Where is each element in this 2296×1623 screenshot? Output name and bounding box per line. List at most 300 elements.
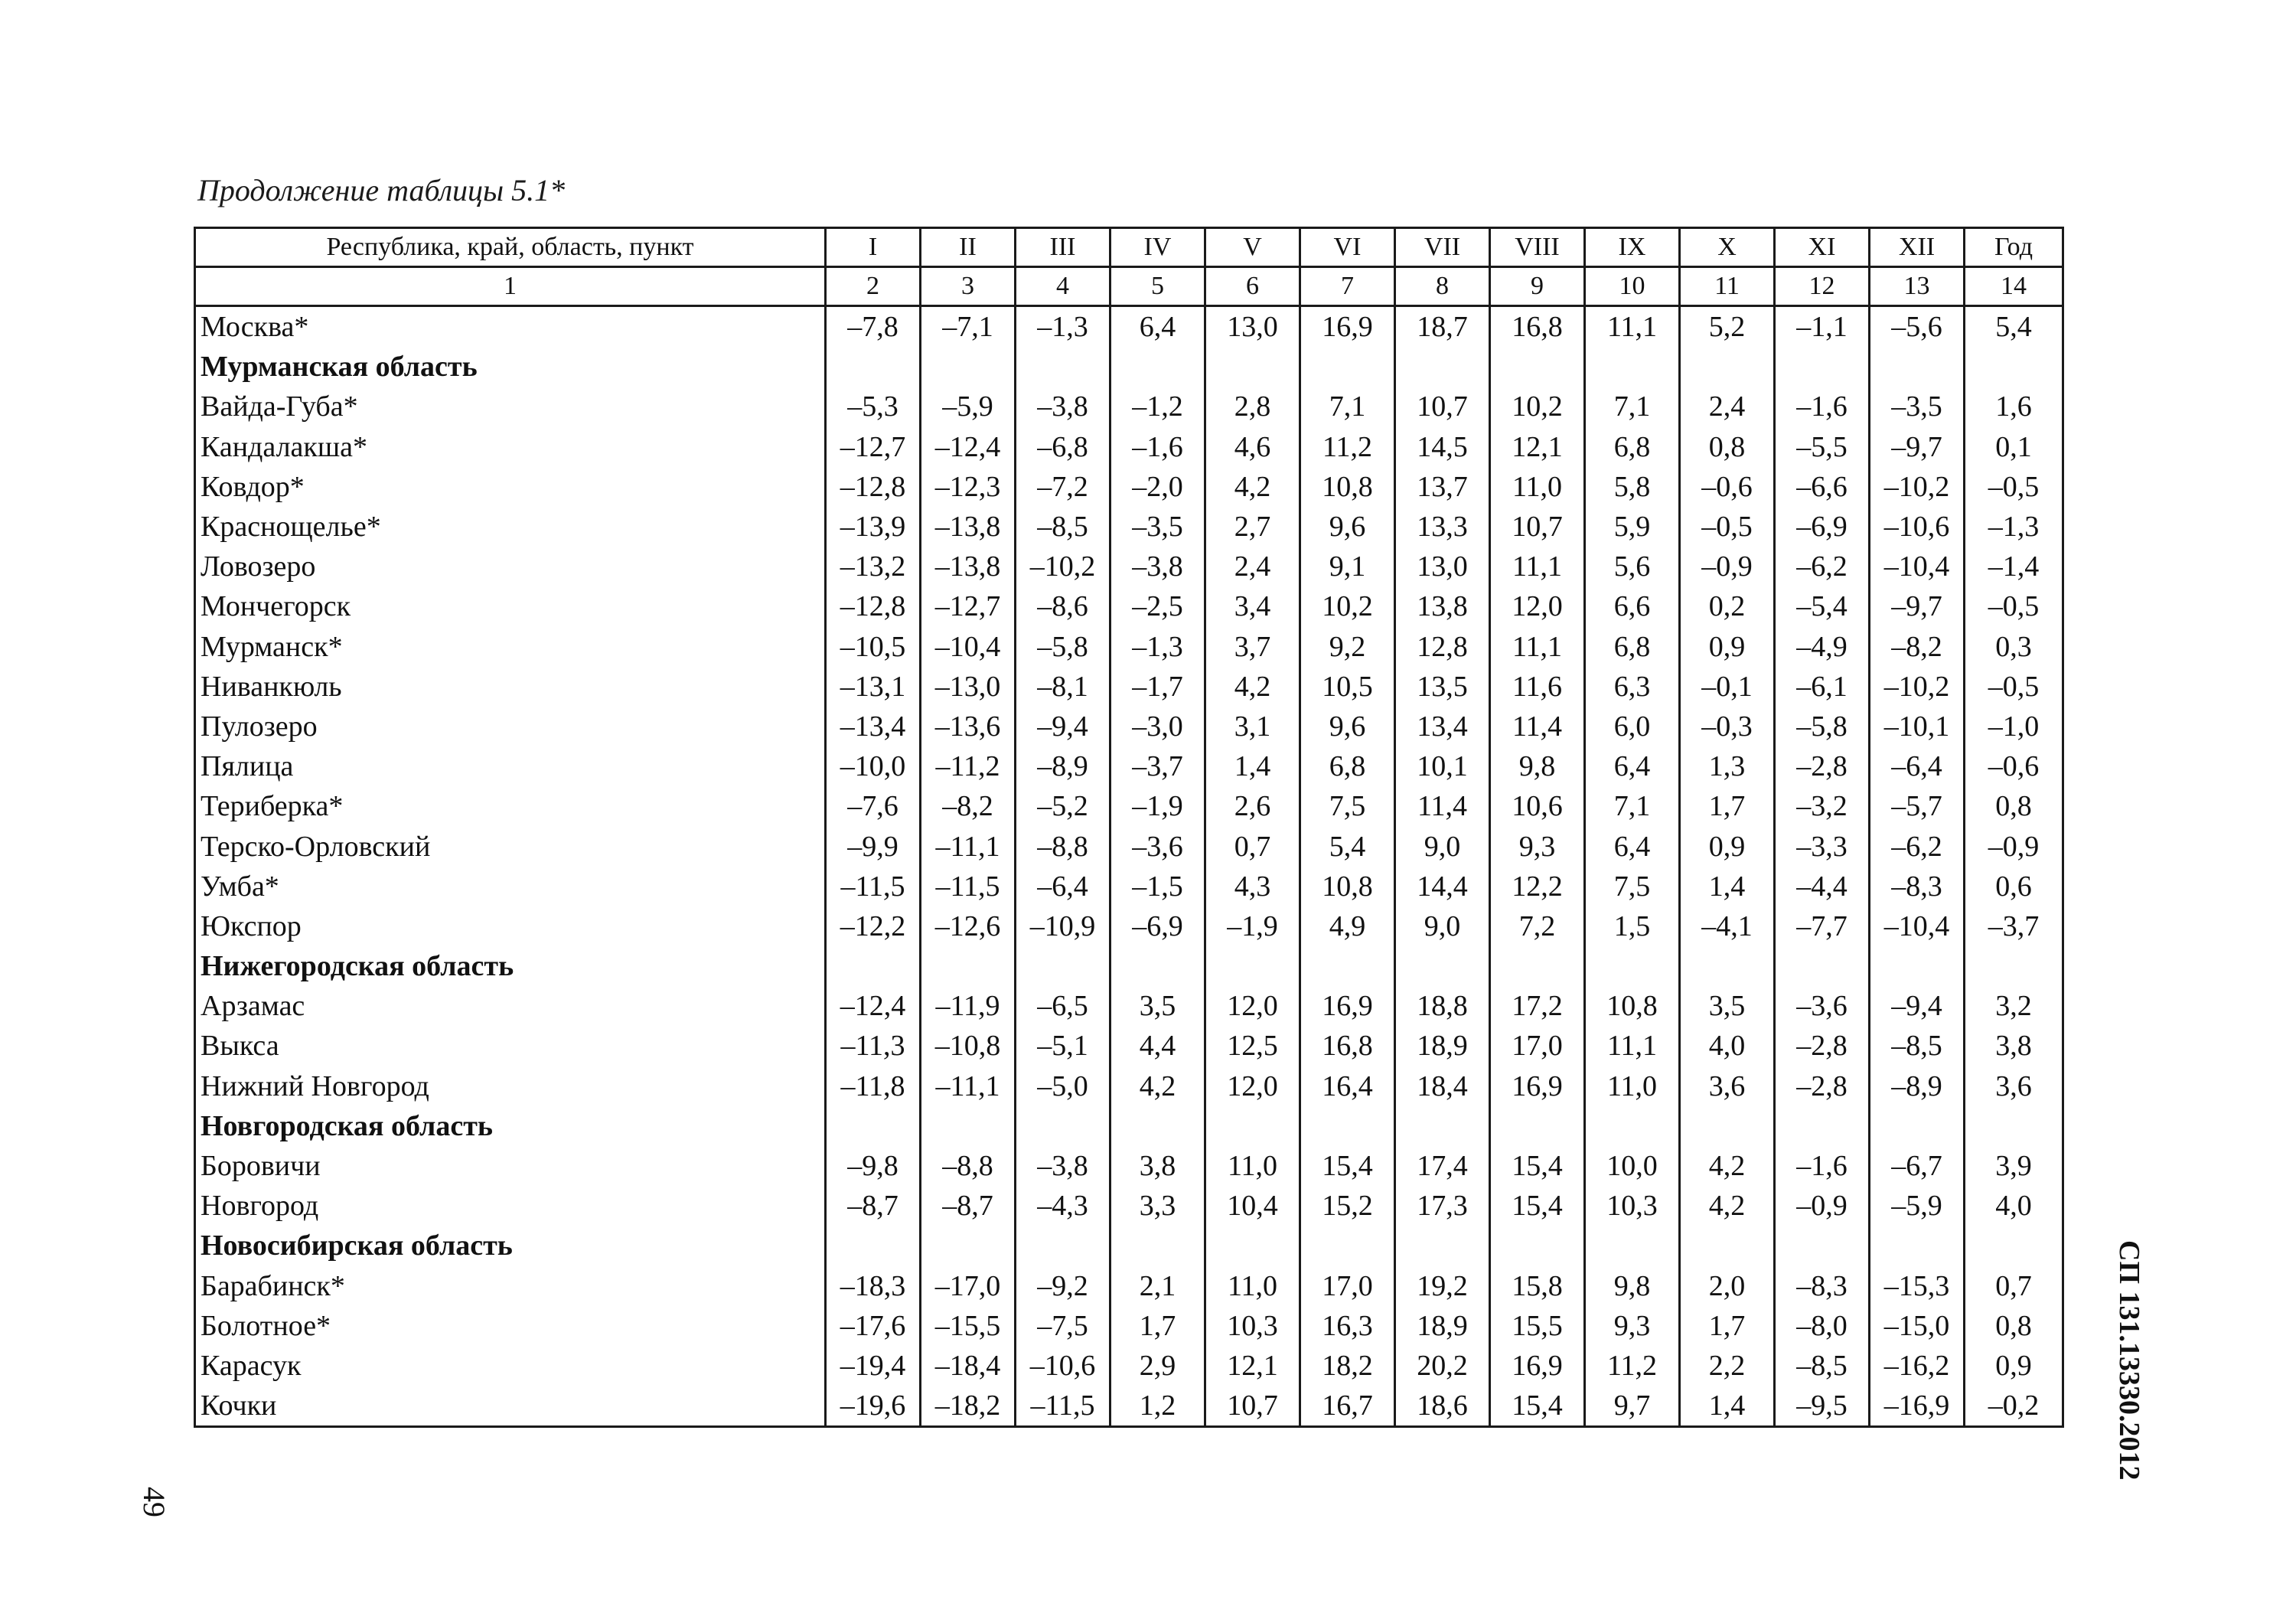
temperature-cell: 3,1 (1205, 707, 1300, 746)
temperature-cell: –8,7 (826, 1186, 921, 1226)
temperature-cell (1490, 1106, 1585, 1146)
temperature-cell: –6,4 (1016, 867, 1110, 906)
temperature-cell: –5,0 (1016, 1066, 1110, 1106)
location-name: Вайда-Губа* (195, 387, 826, 426)
temperature-cell (1965, 1106, 2063, 1146)
temperature-cell: 17,3 (1395, 1186, 1490, 1226)
temperature-cell: 2,6 (1205, 786, 1300, 826)
temperature-cell: –12,4 (826, 986, 921, 1026)
temperature-cell: –11,9 (921, 986, 1016, 1026)
temperature-cell: 6,8 (1585, 627, 1680, 667)
temperature-cell: 0,9 (1680, 627, 1775, 667)
temperature-cell: –2,5 (1110, 586, 1205, 626)
temperature-cell: –13,2 (826, 547, 921, 586)
temperature-cell: 10,8 (1300, 867, 1395, 906)
temperature-cell: 20,2 (1395, 1346, 1490, 1386)
temperature-cell (1775, 1106, 1870, 1146)
temperature-cell: –8,3 (1775, 1266, 1870, 1306)
temperature-cell: 12,0 (1490, 586, 1585, 626)
temperature-cell (1395, 946, 1490, 986)
temperature-cell: 9,3 (1585, 1306, 1680, 1346)
temperature-cell (826, 347, 921, 387)
temperature-cell (1680, 946, 1775, 986)
temperature-cell: –8,2 (1870, 627, 1965, 667)
temperature-cell: 9,2 (1300, 627, 1395, 667)
temperature-cell: 12,0 (1205, 986, 1300, 1026)
temperature-cell: –6,2 (1870, 826, 1965, 866)
temperature-cell: 2,9 (1110, 1346, 1205, 1386)
temperature-cell: 0,8 (1680, 427, 1775, 467)
temperature-cell: 16,8 (1300, 1026, 1395, 1066)
temperature-cell: 5,9 (1585, 507, 1680, 547)
temperature-cell: –7,2 (1016, 467, 1110, 507)
temperature-cell (1490, 1226, 1585, 1265)
temperature-cell (1870, 946, 1965, 986)
temperature-cell: –10,0 (826, 746, 921, 786)
temperature-cell: –10,6 (1870, 507, 1965, 547)
temperature-cell: –0,6 (1965, 746, 2063, 786)
header-cell-month: IV (1110, 228, 1205, 267)
temperature-cell: 9,1 (1300, 547, 1395, 586)
header-cell-location: Республика, край, область, пункт (195, 228, 826, 267)
region-row (195, 1106, 2063, 1146)
region-name: Новосибирская область (195, 1226, 826, 1265)
table-row (195, 1386, 2063, 1427)
region-row (195, 946, 2063, 986)
temperature-cell: –11,5 (1016, 1386, 1110, 1427)
temperature-cell: 4,4 (1110, 1026, 1205, 1066)
temperature-cell: –6,7 (1870, 1146, 1965, 1186)
temperature-cell: 6,4 (1110, 306, 1205, 348)
temperature-cell: 0,9 (1965, 1346, 2063, 1386)
temperature-cell: –5,2 (1016, 786, 1110, 826)
temperature-cell (1775, 946, 1870, 986)
location-name: Юкспор (195, 906, 826, 946)
temperature-cell: –7,8 (826, 306, 921, 348)
temperature-cell: –15,3 (1870, 1266, 1965, 1306)
temperature-cell: 9,6 (1300, 507, 1395, 547)
temperature-cell: 18,9 (1395, 1306, 1490, 1346)
column-number-cell: 4 (1016, 267, 1110, 306)
temperature-cell: 3,8 (1110, 1146, 1205, 1186)
temperature-cell: –6,9 (1775, 507, 1870, 547)
temperature-cell: –10,2 (1870, 667, 1965, 707)
temperature-cell: –11,8 (826, 1066, 921, 1106)
temperature-cell: 11,1 (1585, 1026, 1680, 1066)
header-cell-month: VII (1395, 228, 1490, 267)
table-body (195, 306, 2063, 1427)
temperature-cell (921, 1226, 1016, 1265)
temperature-cell: –0,9 (1965, 826, 2063, 866)
temperature-cell: 9,0 (1395, 826, 1490, 866)
temperature-cell: –8,2 (921, 786, 1016, 826)
temperature-cell: –5,7 (1870, 786, 1965, 826)
temperature-cell: –1,2 (1110, 387, 1205, 426)
temperature-cell: 6,0 (1585, 707, 1680, 746)
temperature-cell: 9,3 (1490, 826, 1585, 866)
temperature-cell: –5,8 (1775, 707, 1870, 746)
temperature-cell (1870, 1106, 1965, 1146)
temperature-cell (1110, 946, 1205, 986)
temperature-cell: –1,1 (1775, 306, 1870, 348)
temperature-cell: –2,8 (1775, 1066, 1870, 1106)
temperature-cell: 15,2 (1300, 1186, 1395, 1226)
temperature-cell: 18,6 (1395, 1386, 1490, 1427)
temperature-cell: –3,5 (1110, 507, 1205, 547)
header-cell-month: X (1680, 228, 1775, 267)
location-name: Ковдор* (195, 467, 826, 507)
temperature-cell: –8,1 (1016, 667, 1110, 707)
temperature-cell: 3,7 (1205, 627, 1300, 667)
table-caption: Продолжение таблицы 5.1* (197, 173, 566, 207)
location-name: Кочки (195, 1386, 826, 1427)
temperature-cell: –6,1 (1775, 667, 1870, 707)
temperature-cell: 7,1 (1585, 387, 1680, 426)
temperature-cell: –17,0 (921, 1266, 1016, 1306)
location-name: Новгород (195, 1186, 826, 1226)
temperature-cell: 16,7 (1300, 1386, 1395, 1427)
temperature-cell (826, 1226, 921, 1265)
temperature-cell: –3,8 (1110, 547, 1205, 586)
temperature-cell: –11,1 (921, 1066, 1016, 1106)
temperature-cell: –5,9 (921, 387, 1016, 426)
temperature-cell: 16,3 (1300, 1306, 1395, 1346)
table-row (195, 1346, 2063, 1386)
temperature-cell: 4,9 (1300, 906, 1395, 946)
temperature-cell: –0,6 (1680, 467, 1775, 507)
header-cell-month: I (826, 228, 921, 267)
table-row (195, 906, 2063, 946)
temperature-cell: –12,7 (921, 586, 1016, 626)
temperature-cell: 0,7 (1965, 1266, 2063, 1306)
temperature-cell: 0,8 (1965, 1306, 2063, 1346)
temperature-cell: –0,5 (1965, 667, 2063, 707)
temperature-cell: –5,4 (1775, 586, 1870, 626)
temperature-cell: 9,8 (1585, 1266, 1680, 1306)
temperature-cell: –5,8 (1016, 627, 1110, 667)
temperature-cell: 3,3 (1110, 1186, 1205, 1226)
table-row (195, 627, 2063, 667)
temperature-cell: 11,2 (1585, 1346, 1680, 1386)
temperature-cell: –11,5 (826, 867, 921, 906)
temperature-cell: –1,5 (1110, 867, 1205, 906)
temperature-cell: –0,5 (1680, 507, 1775, 547)
temperature-cell: 2,1 (1110, 1266, 1205, 1306)
temperature-cell: 2,0 (1680, 1266, 1775, 1306)
column-number-cell: 3 (921, 267, 1016, 306)
temperature-cell: 12,2 (1490, 867, 1585, 906)
region-row (195, 1226, 2063, 1265)
temperature-cell: 12,1 (1490, 427, 1585, 467)
temperature-cell: –1,3 (1965, 507, 2063, 547)
table-row (195, 746, 2063, 786)
temperature-cell (1110, 1106, 1205, 1146)
temperature-cell: –5,9 (1870, 1186, 1965, 1226)
temperature-cell (1680, 1106, 1775, 1146)
temperature-cell: –12,6 (921, 906, 1016, 946)
temperature-cell: 13,5 (1395, 667, 1490, 707)
temperature-cell: –10,8 (921, 1026, 1016, 1066)
temperature-cell (1870, 347, 1965, 387)
column-number-cell: 6 (1205, 267, 1300, 306)
temperature-cell: 4,2 (1680, 1186, 1775, 1226)
temperature-cell: 3,8 (1965, 1026, 2063, 1066)
temperature-cell: –9,5 (1775, 1386, 1870, 1427)
temperature-cell: –1,9 (1110, 786, 1205, 826)
temperature-cell: –15,5 (921, 1306, 1016, 1346)
temperature-cell: 15,5 (1490, 1306, 1585, 1346)
table-row (195, 1026, 2063, 1066)
temperature-cell: 14,5 (1395, 427, 1490, 467)
temperature-cell: –5,5 (1775, 427, 1870, 467)
temperature-cell: –3,5 (1870, 387, 1965, 426)
temperature-cell: 13,8 (1395, 586, 1490, 626)
temperature-cell: 7,5 (1300, 786, 1395, 826)
temperature-cell: 1,7 (1680, 786, 1775, 826)
temperature-cell: –0,9 (1680, 547, 1775, 586)
temperature-cell: –18,3 (826, 1266, 921, 1306)
location-name: Арзамас (195, 986, 826, 1026)
temperature-cell: 11,0 (1205, 1266, 1300, 1306)
temperature-cell (1205, 347, 1300, 387)
column-number-cell: 12 (1775, 267, 1870, 306)
temperature-cell (1205, 946, 1300, 986)
temperature-cell (1585, 946, 1680, 986)
temperature-cell: –10,9 (1016, 906, 1110, 946)
temperature-cell: –5,3 (826, 387, 921, 426)
temperature-cell: 13,3 (1395, 507, 1490, 547)
column-number-cell: 2 (826, 267, 921, 306)
temperature-cell: 5,6 (1585, 547, 1680, 586)
temperature-cell: –12,8 (826, 586, 921, 626)
temperature-cell: 10,8 (1300, 467, 1395, 507)
temperature-cell: –8,0 (1775, 1306, 1870, 1346)
temperature-cell: 18,8 (1395, 986, 1490, 1026)
temperature-cell (1585, 347, 1680, 387)
temperature-cell: 1,2 (1110, 1386, 1205, 1427)
temperature-cell: 16,8 (1490, 306, 1585, 348)
temperature-cell: 10,0 (1585, 1146, 1680, 1186)
temperature-cell: –10,2 (1870, 467, 1965, 507)
temperature-cell (1016, 347, 1110, 387)
temperature-cell: 18,2 (1300, 1346, 1395, 1386)
temperature-cell: –7,6 (826, 786, 921, 826)
temperature-cell (826, 1106, 921, 1146)
table-row (195, 427, 2063, 467)
location-name: Карасук (195, 1346, 826, 1386)
temperature-cell: –19,4 (826, 1346, 921, 1386)
temperature-cell: –5,6 (1870, 306, 1965, 348)
temperature-cell: –1,9 (1205, 906, 1300, 946)
temperature-cell: 18,7 (1395, 306, 1490, 348)
temperature-cell: 13,0 (1395, 547, 1490, 586)
temperature-cell: –0,2 (1965, 1386, 2063, 1427)
temperature-cell (1965, 1226, 2063, 1265)
temperature-cell: –10,5 (826, 627, 921, 667)
temperature-cell: 11,4 (1490, 707, 1585, 746)
temperature-cell: –12,7 (826, 427, 921, 467)
temperature-cell: 12,1 (1205, 1346, 1300, 1386)
location-name: Пялица (195, 746, 826, 786)
temperature-cell: –9,4 (1016, 707, 1110, 746)
header-cell-month: II (921, 228, 1016, 267)
temperature-cell: 15,4 (1300, 1146, 1395, 1186)
temperature-cell: –13,6 (921, 707, 1016, 746)
temperature-cell: 6,3 (1585, 667, 1680, 707)
table-row (195, 867, 2063, 906)
temperature-cell (1205, 1106, 1300, 1146)
temperature-cell (1110, 1226, 1205, 1265)
region-row (195, 347, 2063, 387)
temperature-cell: –4,9 (1775, 627, 1870, 667)
temperature-cell (1585, 1106, 1680, 1146)
temperature-cell: 11,1 (1585, 306, 1680, 348)
temperature-cell: –8,3 (1870, 867, 1965, 906)
temperature-cell: 13,7 (1395, 467, 1490, 507)
temperature-cell: –10,6 (1016, 1346, 1110, 1386)
climate-table (194, 227, 2064, 1428)
temperature-cell: 7,1 (1300, 387, 1395, 426)
column-number-cell: 1 (195, 267, 826, 306)
temperature-cell (1775, 347, 1870, 387)
temperature-cell: –19,6 (826, 1386, 921, 1427)
temperature-cell (1110, 347, 1205, 387)
temperature-cell: 16,9 (1490, 1066, 1585, 1106)
table-row (195, 507, 2063, 547)
temperature-cell (1205, 1226, 1300, 1265)
region-name: Мурманская область (195, 347, 826, 387)
temperature-cell: –6,8 (1016, 427, 1110, 467)
temperature-cell: –13,8 (921, 547, 1016, 586)
temperature-cell: –10,4 (1870, 547, 1965, 586)
temperature-cell: 11,0 (1205, 1146, 1300, 1186)
column-number-cell: 10 (1585, 267, 1680, 306)
temperature-cell (1395, 347, 1490, 387)
temperature-cell: 1,7 (1680, 1306, 1775, 1346)
temperature-cell: 13,0 (1205, 306, 1300, 348)
temperature-cell: 11,0 (1490, 467, 1585, 507)
temperature-cell: 10,2 (1300, 586, 1395, 626)
temperature-cell: –6,4 (1870, 746, 1965, 786)
temperature-cell: –8,7 (921, 1186, 1016, 1226)
column-number-cell: 7 (1300, 267, 1395, 306)
temperature-cell: 9,8 (1490, 746, 1585, 786)
temperature-cell: –6,5 (1016, 986, 1110, 1026)
temperature-cell: 16,4 (1300, 1066, 1395, 1106)
temperature-cell: 3,5 (1110, 986, 1205, 1026)
temperature-cell: –8,8 (1016, 826, 1110, 866)
temperature-cell: 3,6 (1680, 1066, 1775, 1106)
temperature-cell: 4,3 (1205, 867, 1300, 906)
location-name: Териберка* (195, 786, 826, 826)
table-row (195, 1186, 2063, 1226)
temperature-cell (1585, 1226, 1680, 1265)
temperature-cell: –4,4 (1775, 867, 1870, 906)
temperature-cell: –3,6 (1110, 826, 1205, 866)
temperature-cell: 2,2 (1680, 1346, 1775, 1386)
table-row (195, 786, 2063, 826)
temperature-cell: 18,9 (1395, 1026, 1490, 1066)
temperature-cell: 6,4 (1585, 746, 1680, 786)
temperature-cell: 1,4 (1680, 867, 1775, 906)
temperature-cell: 11,4 (1395, 786, 1490, 826)
temperature-cell (1300, 1226, 1395, 1265)
table-row (195, 707, 2063, 746)
temperature-cell: 7,1 (1585, 786, 1680, 826)
header-row (195, 228, 2063, 267)
table-row (195, 1306, 2063, 1346)
temperature-cell: –8,5 (1016, 507, 1110, 547)
temperature-cell: 11,1 (1490, 627, 1585, 667)
temperature-cell: 1,3 (1680, 746, 1775, 786)
temperature-cell: 0,7 (1205, 826, 1300, 866)
temperature-cell: 9,6 (1300, 707, 1395, 746)
temperature-cell: 15,4 (1490, 1186, 1585, 1226)
temperature-cell: –15,0 (1870, 1306, 1965, 1346)
temperature-cell (1300, 1106, 1395, 1146)
temperature-cell: 6,8 (1585, 427, 1680, 467)
temperature-cell: 1,6 (1965, 387, 2063, 426)
temperature-cell: 5,4 (1300, 826, 1395, 866)
temperature-cell: 9,7 (1585, 1386, 1680, 1427)
temperature-cell: –9,4 (1870, 986, 1965, 1026)
temperature-cell: –3,7 (1110, 746, 1205, 786)
temperature-cell (1016, 1106, 1110, 1146)
temperature-cell: –8,8 (921, 1146, 1016, 1186)
location-name: Боровичи (195, 1146, 826, 1186)
temperature-cell: –13,0 (921, 667, 1016, 707)
temperature-cell: –13,1 (826, 667, 921, 707)
table-row (195, 667, 2063, 707)
temperature-cell: –3,2 (1775, 786, 1870, 826)
temperature-cell: –11,2 (921, 746, 1016, 786)
temperature-cell: –7,7 (1775, 906, 1870, 946)
temperature-cell: 4,0 (1680, 1026, 1775, 1066)
temperature-cell: –8,9 (1016, 746, 1110, 786)
temperature-cell: 0,8 (1965, 786, 2063, 826)
location-name: Барабинск* (195, 1266, 826, 1306)
temperature-cell (921, 347, 1016, 387)
temperature-cell: –6,9 (1110, 906, 1205, 946)
location-name: Ниванкюль (195, 667, 826, 707)
temperature-cell: 15,4 (1490, 1146, 1585, 1186)
temperature-cell (826, 946, 921, 986)
header-cell-month: Год (1965, 228, 2063, 267)
temperature-cell (1395, 1226, 1490, 1265)
temperature-cell: 7,5 (1585, 867, 1680, 906)
column-number-cell: 9 (1490, 267, 1585, 306)
temperature-cell: –3,7 (1965, 906, 2063, 946)
table-row (195, 547, 2063, 586)
temperature-cell: 2,7 (1205, 507, 1300, 547)
temperature-cell: –2,8 (1775, 1026, 1870, 1066)
temperature-cell: 4,2 (1680, 1146, 1775, 1186)
temperature-cell: 1,7 (1110, 1306, 1205, 1346)
temperature-cell: –1,3 (1016, 306, 1110, 348)
temperature-cell (1395, 1106, 1490, 1146)
temperature-cell: 12,8 (1395, 627, 1490, 667)
temperature-cell: 10,8 (1585, 986, 1680, 1026)
table-row (195, 387, 2063, 426)
temperature-cell: 17,2 (1490, 986, 1585, 1026)
temperature-cell: –3,0 (1110, 707, 1205, 746)
table-row (195, 826, 2063, 866)
temperature-cell: 3,9 (1965, 1146, 2063, 1186)
temperature-cell: –6,2 (1775, 547, 1870, 586)
header-cell-month: XII (1870, 228, 1965, 267)
header-cell-month: IX (1585, 228, 1680, 267)
temperature-cell (1016, 1226, 1110, 1265)
